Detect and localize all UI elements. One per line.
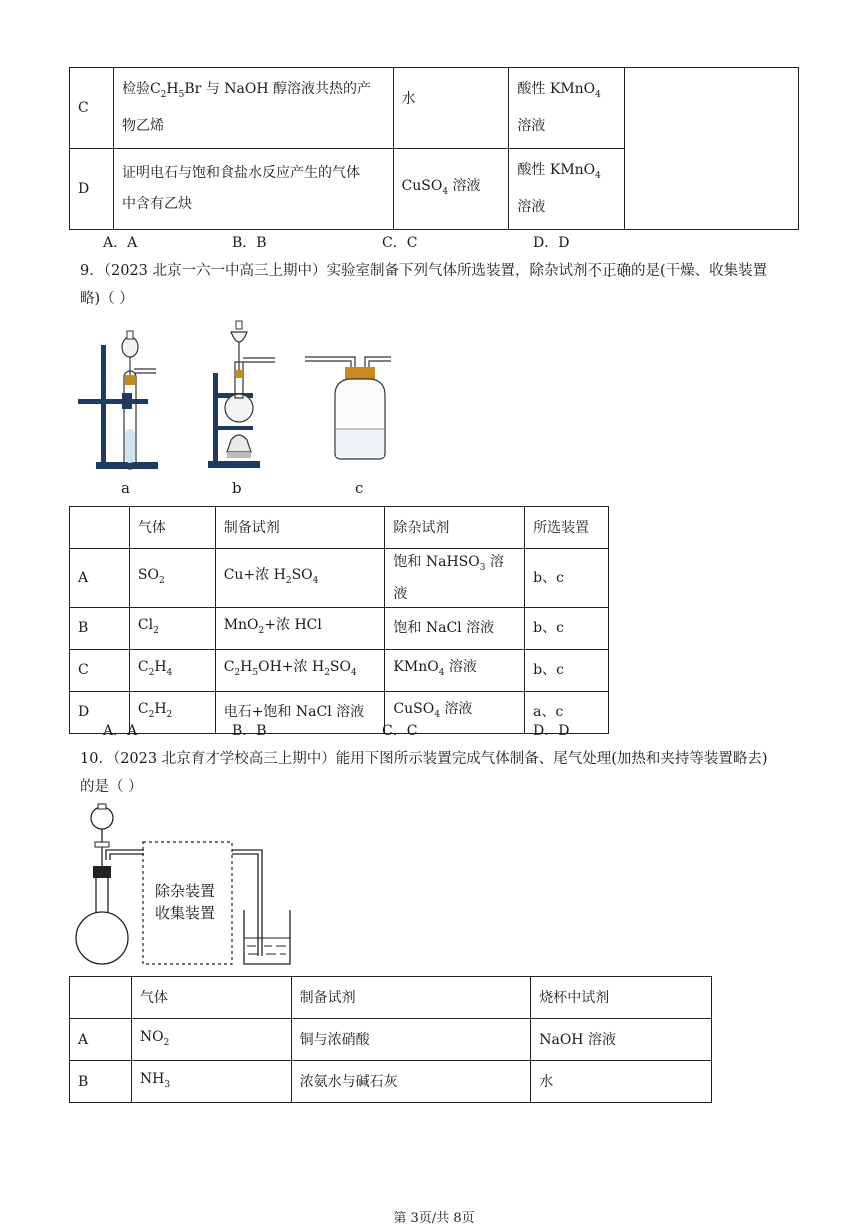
figure-label-b: b — [232, 479, 242, 497]
cell-reagent: CuSO$_4$ 溶液 — [393, 149, 509, 230]
cell-device: b、c — [525, 649, 609, 691]
option-c[interactable]: C．C — [382, 723, 418, 739]
option-b[interactable]: B．B — [232, 235, 267, 251]
cell-detect: 酸性 KMnO$_4$ 溶液 — [509, 68, 625, 149]
header-cell: 制备试剂 — [215, 507, 385, 549]
cell-gas: $C_2H_4$ — [129, 649, 215, 691]
table-row — [70, 68, 799, 149]
question-9-text: 9．（2023 北京一六一中高三上期中）实验室制备下列气体所选装置，除杂试剂不正确的是(干燥、收集装置 略)（ ） — [80, 263, 768, 307]
table-q9 — [69, 506, 609, 734]
figure-label-a: a — [121, 479, 130, 497]
cell-gas: $C_2H_2$ — [129, 691, 215, 733]
cell-impurity: 饱和 NaHSO$_3$ 溶液 — [385, 549, 525, 608]
cell-prep: Cu+浓 $H_2SO_4$ — [215, 549, 385, 608]
cell-device: a、c — [525, 691, 609, 733]
apparatus-c-figure — [305, 345, 395, 465]
figure-label-c: c — [355, 479, 364, 497]
apparatus-b-figure — [205, 318, 285, 473]
option-d[interactable]: D．D — [533, 723, 570, 739]
cell-impurity: CuSO$_4$ 溶液 — [385, 691, 525, 733]
table-row — [70, 607, 609, 649]
purify-collect-box-label — [155, 880, 215, 924]
header-cell: 除杂试剂 — [385, 507, 525, 549]
cell-impurity: 饱和 NaCl 溶液 — [385, 607, 525, 649]
option-b[interactable]: B．B — [232, 723, 267, 739]
cell-reagent: 水 — [393, 68, 509, 149]
row-letter: C — [70, 68, 114, 149]
row-letter: D — [70, 149, 114, 230]
cell-device: b、c — [525, 549, 609, 608]
box-label-line2: 收集装置 — [155, 904, 216, 922]
cell-gas: $Cl_2$ — [129, 607, 215, 649]
row-letter: B — [70, 607, 130, 649]
option-a[interactable]: A．A — [103, 723, 138, 739]
table-row — [70, 649, 609, 691]
cell-device: b、c — [525, 607, 609, 649]
option-d[interactable]: D．D — [533, 235, 570, 251]
cell-gas: $NO_2$ — [131, 1019, 291, 1061]
page-footer: 第 3页/共 8页 — [393, 1211, 475, 1226]
cell-beaker: 水 — [531, 1061, 712, 1103]
header-cell: 制备试剂 — [291, 977, 531, 1019]
row-letter: A — [70, 549, 130, 608]
row-letter: B — [70, 1061, 132, 1103]
cell-prep: MnO$_2$+浓 HCl — [215, 607, 385, 649]
cell-impurity: KMnO$_4$ 溶液 — [385, 649, 525, 691]
cell-gas: $SO_2$ — [129, 549, 215, 608]
table-row — [70, 1019, 712, 1061]
option-a[interactable]: A．A — [103, 235, 138, 251]
table-header-row — [70, 507, 609, 549]
cell-gas: $NH_3$ — [131, 1061, 291, 1103]
header-cell: 气体 — [131, 977, 291, 1019]
table-q10 — [69, 976, 712, 1103]
cell-prep: 铜与浓硝酸 — [291, 1019, 531, 1061]
header-cell — [70, 977, 132, 1019]
header-cell — [70, 507, 130, 549]
row-letter: C — [70, 649, 130, 691]
table-header-row — [70, 977, 712, 1019]
cell-purpose: 证明电石与饱和食盐水反应产生的气体 中含有乙炔 — [113, 149, 393, 230]
cell-empty — [625, 68, 799, 230]
cell-prep: 浓氨水与碱石灰 — [291, 1061, 531, 1103]
cell-purpose: 检验$C_2H_5Br$ 与 NaOH 醇溶液共热的产 物乙烯 — [113, 68, 393, 149]
table-row — [70, 691, 609, 733]
option-c[interactable]: C．C — [382, 235, 418, 251]
box-label-line1: 除杂装置 — [155, 882, 216, 900]
row-letter: D — [70, 691, 130, 733]
cell-prep: $C_2H_5OH+$浓 $H_2SO_4$ — [215, 649, 385, 691]
cell-detect: 酸性 KMnO$_4$ 溶液 — [509, 149, 625, 230]
table-row — [70, 1061, 712, 1103]
cell-prep: 电石+饱和 NaCl 溶液 — [215, 691, 385, 733]
question-10-text: 10．（2023 北京育才学校高三上期中）能用下图所示装置完成气体制备、尾气处理(加热和夹持等装置略去) 的是（ ） — [80, 751, 768, 795]
row-letter: A — [70, 1019, 132, 1061]
header-cell: 气体 — [129, 507, 215, 549]
cell-beaker: NaOH 溶液 — [531, 1019, 712, 1061]
table-row — [70, 549, 609, 608]
table-q8-continued — [69, 67, 799, 230]
header-cell: 烧杯中试剂 — [531, 977, 712, 1019]
apparatus-a-figure — [78, 325, 168, 475]
header-cell: 所选装置 — [525, 507, 609, 549]
